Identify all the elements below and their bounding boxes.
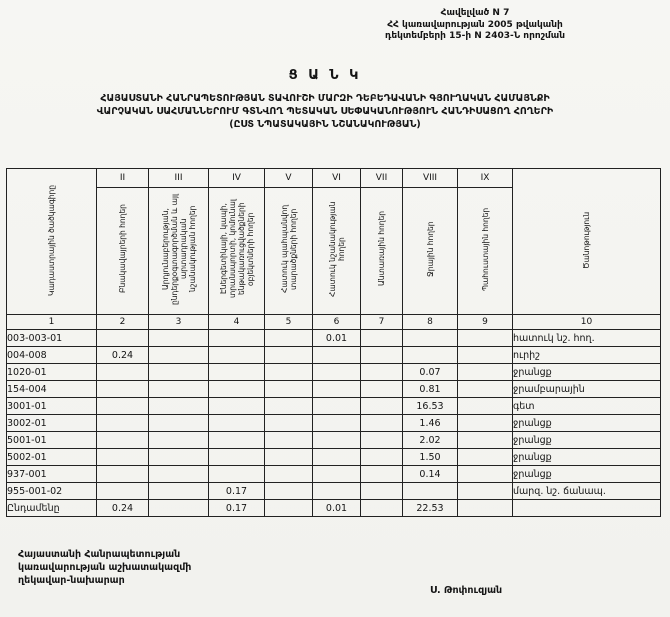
value-cell — [361, 330, 403, 347]
totals-note-cell — [513, 500, 661, 517]
cadastral-code-cell: 937-001 — [7, 466, 97, 483]
value-cell — [313, 432, 361, 449]
value-cell — [458, 330, 513, 347]
header-forest-lands-label: Անտառային հողեր — [377, 211, 386, 287]
value-cell: 1.50 — [403, 449, 458, 466]
header-protected-lands-label: Հատուկ պահպանվող տարածքների հողեր — [279, 204, 298, 294]
value-cell — [149, 449, 209, 466]
value-cell — [209, 398, 265, 415]
note-cell: ջրանցք — [513, 466, 661, 483]
value-cell — [458, 466, 513, 483]
table-row — [7, 449, 661, 466]
table-row — [7, 483, 661, 500]
value-cell: 0.17 — [209, 483, 265, 500]
note-cell: մարզ. նշ. ճանապ. — [513, 483, 661, 500]
value-cell — [361, 398, 403, 415]
totals-value-cell: 0.01 — [313, 500, 361, 517]
totals-value-cell — [149, 500, 209, 517]
value-cell — [209, 449, 265, 466]
value-cell: 0.01 — [313, 330, 361, 347]
note-cell: ջրանցք — [513, 449, 661, 466]
cadastral-code-cell: 3002-01 — [7, 415, 97, 432]
value-cell — [209, 432, 265, 449]
header-industrial-lands-label: Արդյունաբերության, ընդերքօգտագործման և այլ արտադրական նշանակության հողեր — [160, 193, 197, 305]
title-line-1: ՀԱՅԱՍՏԱՆԻ ՀԱՆՐԱՊԵՏՈՒԹՅԱՆ ՏԱՎՈՒՇԻ ՄԱՐԶԻ ԴԵԲԵԴԱՎԱՆԻ ԳՅՈՒՂԱԿԱՆ ՀԱՄԱՅՆՔԻ — [100, 93, 550, 104]
value-cell — [97, 483, 149, 500]
value-cell — [265, 432, 313, 449]
value-cell — [149, 330, 209, 347]
value-cell — [458, 432, 513, 449]
cadastral-code-cell: 5001-01 — [7, 432, 97, 449]
value-cell — [149, 347, 209, 364]
value-cell — [209, 364, 265, 381]
header-settlement-lands — [97, 188, 149, 315]
signature-name: Ս. Թոփուզյան — [430, 585, 503, 596]
note-cell: ուրիշ — [513, 347, 661, 364]
col-number-4: 4 — [209, 315, 265, 330]
cadastral-code-cell: 003-003-01 — [7, 330, 97, 347]
value-cell: 1.46 — [403, 415, 458, 432]
totals-value-cell: 0.17 — [209, 500, 265, 517]
value-cell — [265, 347, 313, 364]
value-cell — [149, 364, 209, 381]
value-cell — [361, 483, 403, 500]
value-cell — [149, 381, 209, 398]
roman-VIII: VIII — [403, 169, 458, 188]
value-cell — [97, 398, 149, 415]
cadastral-code-cell: 955-001-02 — [7, 483, 97, 500]
col-number-2: 2 — [97, 315, 149, 330]
value-cell — [149, 398, 209, 415]
roman-VI: VI — [313, 169, 361, 188]
appendix-block — [310, 8, 640, 43]
table-row — [7, 347, 661, 364]
signatory-line-1: Հայաստանի Հանրապետության — [18, 549, 181, 560]
header-protected-lands — [265, 188, 313, 315]
value-cell — [313, 398, 361, 415]
note-cell: ջրանցք — [513, 364, 661, 381]
value-cell — [361, 364, 403, 381]
value-cell — [313, 381, 361, 398]
value-cell — [403, 347, 458, 364]
value-cell — [149, 483, 209, 500]
value-cell: 0.14 — [403, 466, 458, 483]
col-number-6: 6 — [313, 315, 361, 330]
totals-value-cell — [458, 500, 513, 517]
value-cell — [458, 364, 513, 381]
value-cell — [313, 483, 361, 500]
signatory-block — [18, 548, 191, 587]
col-number-10: 10 — [513, 315, 661, 330]
roman-numeral-header-row — [7, 169, 661, 188]
header-note-label: Ծանոթություն — [582, 211, 591, 269]
table-row — [7, 364, 661, 381]
value-cell: 0.81 — [403, 381, 458, 398]
document-title-block — [10, 68, 640, 131]
value-cell — [458, 483, 513, 500]
value-cell: 16.53 — [403, 398, 458, 415]
col-number-3: 3 — [149, 315, 209, 330]
value-cell: 0.24 — [97, 347, 149, 364]
header-water-lands — [403, 188, 458, 315]
value-cell — [361, 449, 403, 466]
totals-value-cell: 22.53 — [403, 500, 458, 517]
value-cell — [97, 415, 149, 432]
appendix-line-2: ՀՀ կառավարության 2005 թվականի — [387, 19, 563, 30]
value-cell — [361, 466, 403, 483]
cadastral-code-cell: 3001-01 — [7, 398, 97, 415]
table-row — [7, 466, 661, 483]
value-cell: 0.07 — [403, 364, 458, 381]
value-cell — [209, 347, 265, 364]
table-row — [7, 432, 661, 449]
header-reserve-lands-label: Պահուստային հողեր — [480, 207, 490, 291]
roman-II: II — [97, 169, 149, 188]
value-cell — [97, 330, 149, 347]
note-cell: հատուկ նշ. հող. — [513, 330, 661, 347]
value-cell — [209, 466, 265, 483]
header-energy-transport-lands — [209, 188, 265, 315]
cadastral-code-cell: 004-008 — [7, 347, 97, 364]
value-cell — [313, 415, 361, 432]
cadastral-code-cell: 5002-01 — [7, 449, 97, 466]
header-special-purpose-lands-label: Հատուկ նշանակության հողեր — [327, 201, 346, 297]
value-cell — [313, 364, 361, 381]
value-cell — [458, 398, 513, 415]
roman-V: V — [265, 169, 313, 188]
value-cell — [265, 449, 313, 466]
value-cell — [97, 381, 149, 398]
totals-row — [7, 500, 661, 517]
value-cell — [209, 330, 265, 347]
value-cell — [209, 381, 265, 398]
value-cell — [149, 466, 209, 483]
signatory-line-2: կառավարության աշխատակազմի — [18, 562, 192, 573]
table-row — [7, 398, 661, 415]
value-cell — [149, 432, 209, 449]
value-cell — [313, 449, 361, 466]
header-energy-transport-lands-label: Էներգետիկայի, կապի, տրանսպորտի, կոմունալ ենթակառուցվածքների օբյեկտների հողեր — [218, 199, 255, 299]
value-cell — [97, 449, 149, 466]
col-number-7: 7 — [361, 315, 403, 330]
note-cell: ջրամբարային — [513, 381, 661, 398]
value-cell — [403, 483, 458, 500]
value-cell — [97, 466, 149, 483]
value-cell — [361, 381, 403, 398]
table-row — [7, 415, 661, 432]
totals-label: Ընդամենը — [7, 500, 97, 517]
header-settlement-lands-label: Բնակավայրերի հողեր — [118, 204, 127, 294]
signatory-line-3: ղեկավար-նախարար — [18, 575, 125, 586]
totals-value-cell: 0.24 — [97, 500, 149, 517]
totals-value-cell — [361, 500, 403, 517]
value-cell — [265, 483, 313, 500]
value-cell — [265, 398, 313, 415]
note-cell: ջրանցք — [513, 415, 661, 432]
roman-III: III — [149, 169, 209, 188]
col-number-1: 1 — [7, 315, 97, 330]
appendix-line-3: դեկտեմբերի 15-ի N 2403-Ն որոշման — [384, 31, 566, 41]
table-row — [7, 381, 661, 398]
value-cell — [209, 415, 265, 432]
cadastral-code-cell: 154-004 — [7, 381, 97, 398]
title-line-3: (ԸՍՏ ՆՊԱՏԱԿԱՅԻՆ ՆՇԱՆԱԿՈՒԹՅԱՆ) — [229, 119, 421, 130]
title-line-2: ՎԱՐՉԱԿԱՆ ՍԱՀՄԱՆՆԵՐՈՒՄ ԳՏՆՎՈՂ ՊԵՏԱԿԱՆ ՍԵՓԱԿԱՆՈՒԹՅՈՒՆ ՀԱՆԴԻՍԱՑՈՂ ՀՈՂԵՐԻ — [96, 106, 554, 117]
value-cell — [361, 432, 403, 449]
header-special-purpose-lands — [313, 188, 361, 315]
value-cell — [313, 466, 361, 483]
value-cell — [361, 347, 403, 364]
roman-VII: VII — [361, 169, 403, 188]
header-note — [513, 169, 661, 315]
header-industrial-lands — [149, 188, 209, 315]
roman-IV: IV — [209, 169, 265, 188]
header-forest-lands — [361, 188, 403, 315]
value-cell — [458, 347, 513, 364]
value-cell — [97, 364, 149, 381]
value-cell — [265, 364, 313, 381]
value-cell — [458, 415, 513, 432]
col-number-5: 5 — [265, 315, 313, 330]
header-reserve-lands — [458, 188, 513, 315]
value-cell — [265, 381, 313, 398]
table-row — [7, 330, 661, 347]
col-number-8: 8 — [403, 315, 458, 330]
value-cell — [97, 432, 149, 449]
land-category-table — [6, 168, 661, 517]
value-cell — [313, 347, 361, 364]
header-water-lands-label: Ջրային հողեր — [425, 221, 435, 277]
value-cell — [403, 330, 458, 347]
note-cell: ջրանցք — [513, 432, 661, 449]
value-cell — [265, 466, 313, 483]
value-cell — [265, 415, 313, 432]
roman-IX: IX — [458, 169, 513, 188]
value-cell: 2.02 — [403, 432, 458, 449]
col-number-9: 9 — [458, 315, 513, 330]
page-title: Ց Ա Ն Կ — [288, 68, 362, 83]
column-number-row — [7, 315, 661, 330]
totals-value-cell — [265, 500, 313, 517]
note-cell: գետ — [513, 398, 661, 415]
cadastral-code-cell: 1020-01 — [7, 364, 97, 381]
header-cadastral-code-label: Կադաստրային ծածկագիրը — [47, 184, 56, 296]
value-cell — [265, 330, 313, 347]
value-cell — [458, 381, 513, 398]
appendix-line-1: Հավելված N 7 — [440, 8, 510, 18]
header-cadastral-code — [7, 169, 97, 315]
value-cell — [361, 415, 403, 432]
value-cell — [458, 449, 513, 466]
value-cell — [149, 415, 209, 432]
